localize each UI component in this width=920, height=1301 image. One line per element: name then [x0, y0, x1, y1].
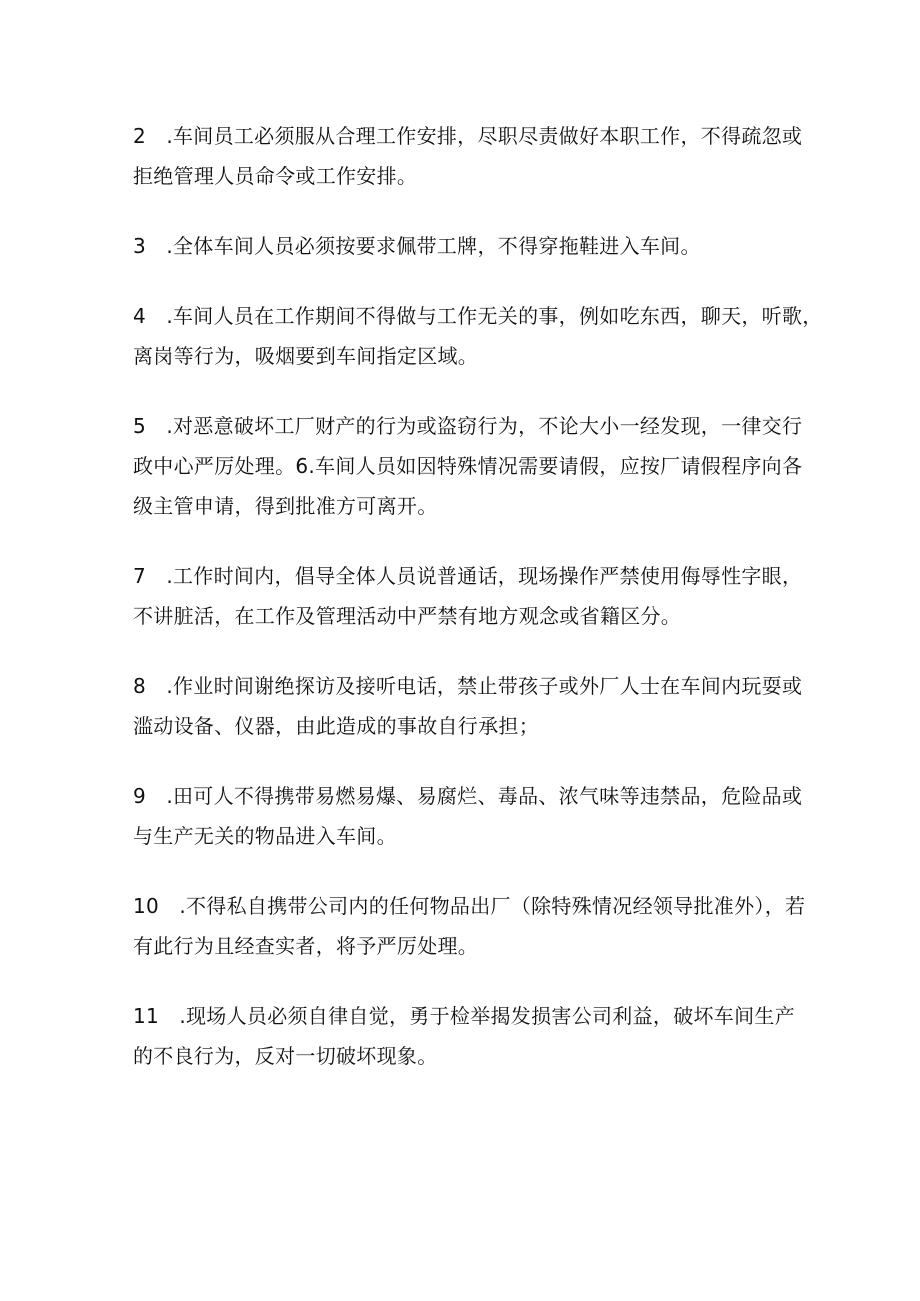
paragraph-line: 与生产无关的物品进入车间。	[133, 824, 397, 848]
rule-paragraph-11	[133, 996, 803, 1076]
paragraph-line: 7 .工作时间内，倡导全体人员说普通话，现场操作严禁使用侮辱性字眼，	[133, 564, 803, 588]
rule-paragraph-9	[133, 776, 803, 856]
paragraph-line: 不讲脏活，在工作及管理活动中严禁有地方观念或省籍区分。	[133, 604, 682, 628]
paragraph-line: 8 .作业时间谢绝探访及接听电话，禁止带孩子或外厂人士在车间内玩耍或	[133, 674, 803, 698]
paragraph-line: 离岗等行为，吸烟要到车间指定区域。	[133, 344, 479, 368]
paragraph-line: 11 .现场人员必须自律自觉，勇于检举揭发损害公司利益，破坏车间生产	[133, 1004, 796, 1028]
paragraph-line: 政中心严厉处理。6.车间人员如因特殊情况需要请假，应按厂请假程序向各	[133, 454, 803, 478]
rule-paragraph-5	[133, 406, 803, 526]
rule-paragraph-8	[133, 666, 803, 746]
paragraph-line: 5 .对恶意破坏工厂财产的行为或盗窃行为，不论大小一经发现，一律交行	[133, 414, 803, 438]
paragraph-line: 级主管申请，得到批准方可离开。	[133, 494, 438, 518]
paragraph-line: 9 .田可人不得携带易燃易爆、易腐烂、毒品、浓气味等违禁品，危险品或	[133, 784, 803, 808]
document-body	[133, 116, 823, 1106]
rule-paragraph-2	[133, 116, 803, 196]
rule-paragraph-7	[133, 556, 803, 636]
paragraph-line: 拒绝管理人员命令或工作安排。	[133, 164, 418, 188]
rule-paragraph-10	[133, 886, 806, 966]
rule-paragraph-4	[133, 296, 823, 376]
paragraph-line: 10 .不得私自携带公司内的任何物品出厂（除特殊情况经领导批准外），若	[133, 894, 806, 918]
paragraph-line: 滥动设备、仪器，由此造成的事故自行承担；	[133, 714, 539, 738]
paragraph-line: 2 .车间员工必须服从合理工作安排，尽职尽责做好本职工作，不得疏忽或	[133, 124, 803, 148]
paragraph-line: 有此行为且经查实者，将予严厉处理。	[133, 934, 479, 958]
paragraph-line: 3 .全体车间人员必须按要求佩带工牌，不得穿拖鞋进入车间。	[133, 234, 701, 258]
paragraph-line: 的不良行为，反对一切破坏现象。	[133, 1044, 438, 1068]
rule-paragraph-3	[133, 226, 803, 266]
paragraph-line: 4 .车间人员在工作期间不得做与工作无关的事，例如吃东西，聊天，听歌，	[133, 304, 823, 328]
